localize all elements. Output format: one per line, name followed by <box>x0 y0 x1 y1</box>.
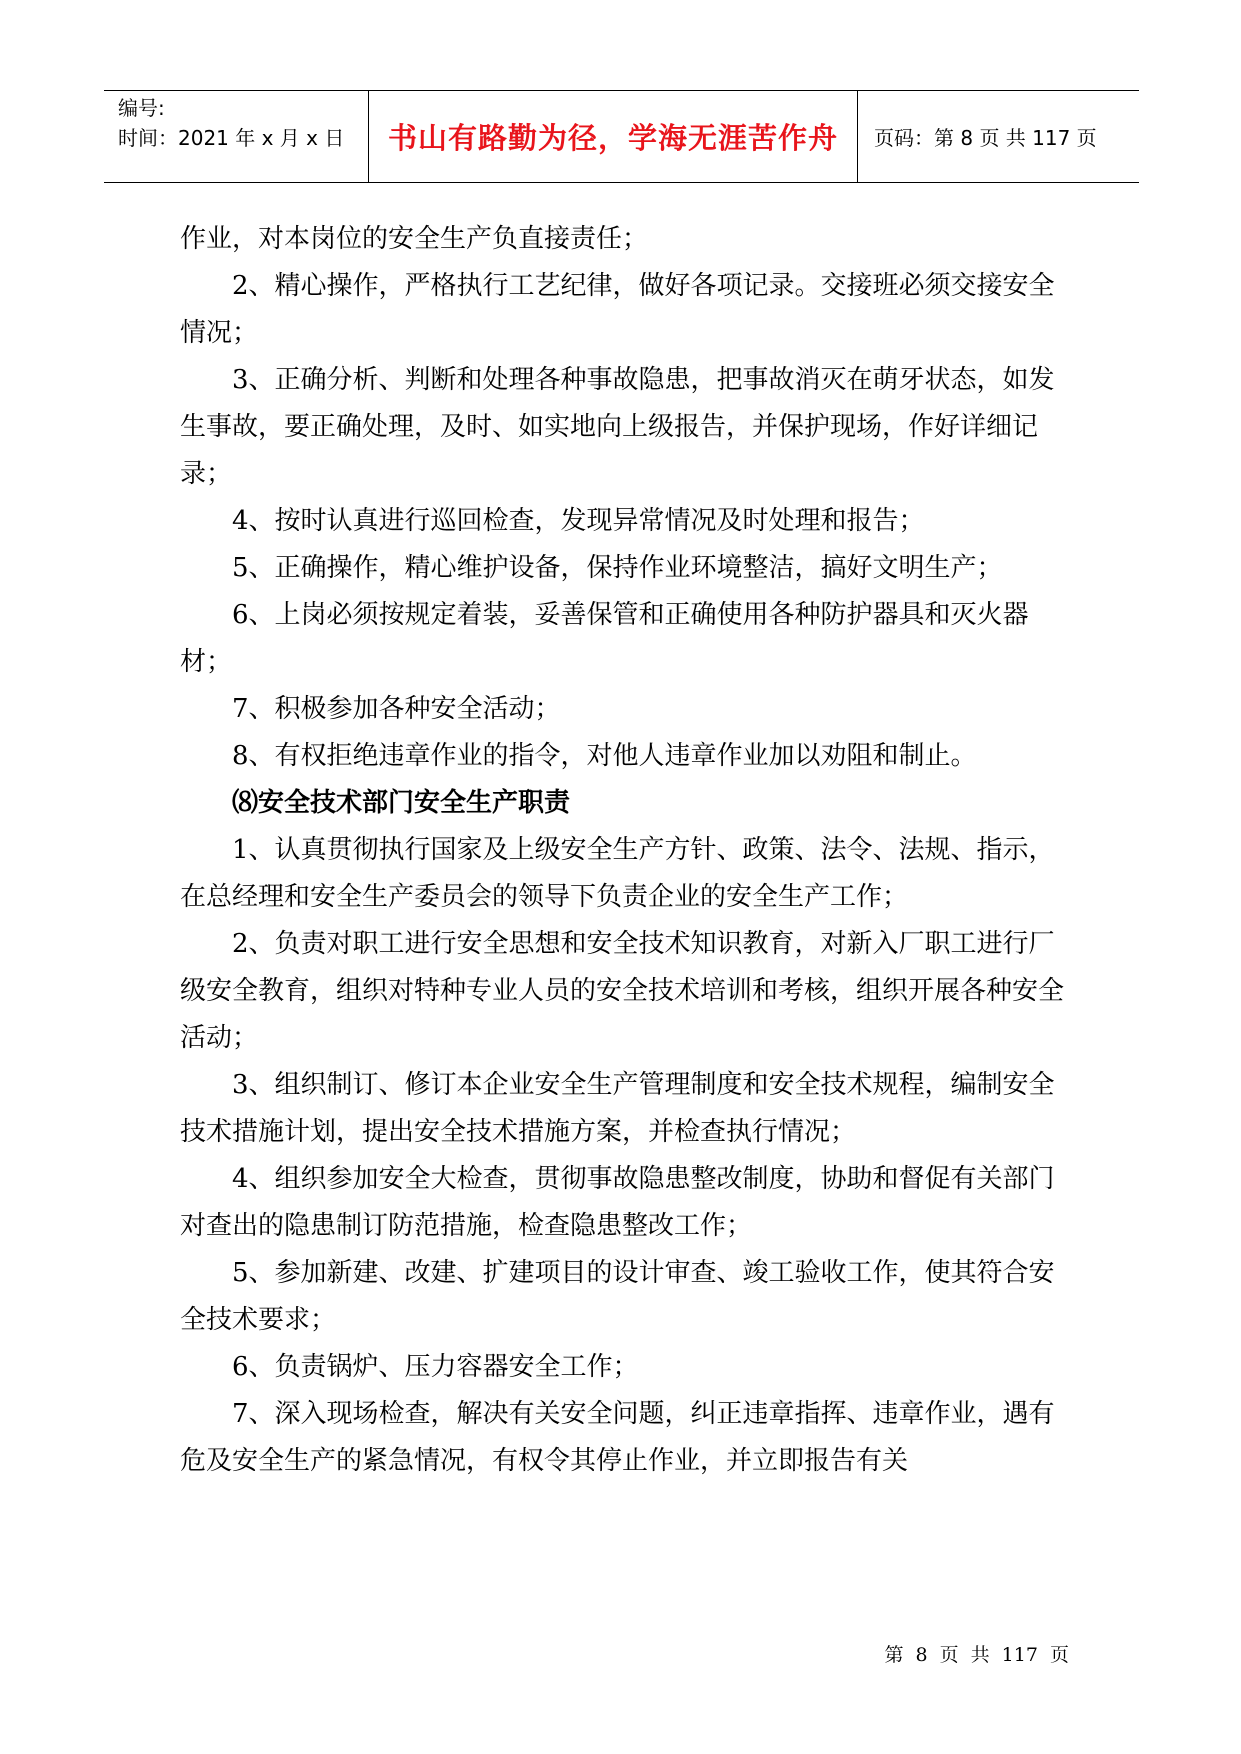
page-header <box>104 90 1139 183</box>
paragraph: 4、按时认真进行巡回检查，发现异常情况及时处理和报告； <box>232 506 925 536</box>
time-label: 时间：2021 年 x 月 x 日 <box>118 126 345 150</box>
paragraph: 3、组织制订、修订本企业安全生产管理制度和安全技术规程，编制安全技术措施计划，提出安全技术措施方案，并检查执行情况； <box>180 1070 1055 1147</box>
section-heading: ⑻安全技术部门安全生产职责 <box>232 788 571 818</box>
paragraph: 作业，对本岗位的安全生产负直接责任； <box>180 224 649 254</box>
paragraph: 3、正确分析、判断和处理各种事故隐患，把事故消灭在萌牙状态，如发生事故，要正确处理，及时、如实地向上级报告，并保护现场，作好详细记录； <box>180 365 1055 489</box>
paragraph: 5、正确操作，精心维护设备，保持作业环境整洁，搞好文明生产； <box>232 553 1003 583</box>
page-footer: 第 8 页 共 117 页 <box>884 1644 1069 1666</box>
paragraph: 6、负责锅炉、压力容器安全工作； <box>232 1352 639 1382</box>
paragraph: 7、深入现场检查，解决有关安全问题，纠正违章指挥、违章作业，遇有危及安全生产的紧急情况，有权令其停止作业，并立即报告有关 <box>180 1399 1055 1476</box>
header-motto: 书山有路勤为径，学海无涯苦作舟 <box>387 121 838 155</box>
paragraph: 8、有权拒绝违章作业的指令，对他人违章作业加以劝阻和制止。 <box>232 741 977 771</box>
document-body <box>180 216 1080 1485</box>
paragraph: 4、组织参加安全大检查，贯彻事故隐患整改制度，协助和督促有关部门对查出的隐患制订防范措施，检查隐患整改工作； <box>180 1164 1055 1241</box>
paragraph: 1、认真贯彻执行国家及上级安全生产方针、政策、法令、法规、指示，在总经理和安全生产委员会的领导下负责企业的安全生产工作； <box>180 835 1055 912</box>
paragraph: 7、积极参加各种安全活动； <box>232 694 561 724</box>
header-divider <box>857 91 858 182</box>
header-page-number: 页码：第 8 页 共 117 页 <box>874 126 1097 150</box>
paragraph: 6、上岗必须按规定着装，妥善保管和正确使用各种防护器具和灭火器材； <box>180 600 1029 677</box>
paragraph: 5、参加新建、改建、扩建项目的设计审查、竣工验收工作，使其符合安全技术要求； <box>180 1258 1055 1335</box>
number-label: 编号: <box>118 96 165 120</box>
paragraph: 2、精心操作，严格执行工艺纪律，做好各项记录。交接班必须交接安全情况； <box>180 271 1055 348</box>
paragraph: 2、负责对职工进行安全思想和安全技术知识教育，对新入厂职工进行厂级安全教育，组织对特种专业人员的安全技术培训和考核，组织开展各种安全活动； <box>180 929 1065 1053</box>
